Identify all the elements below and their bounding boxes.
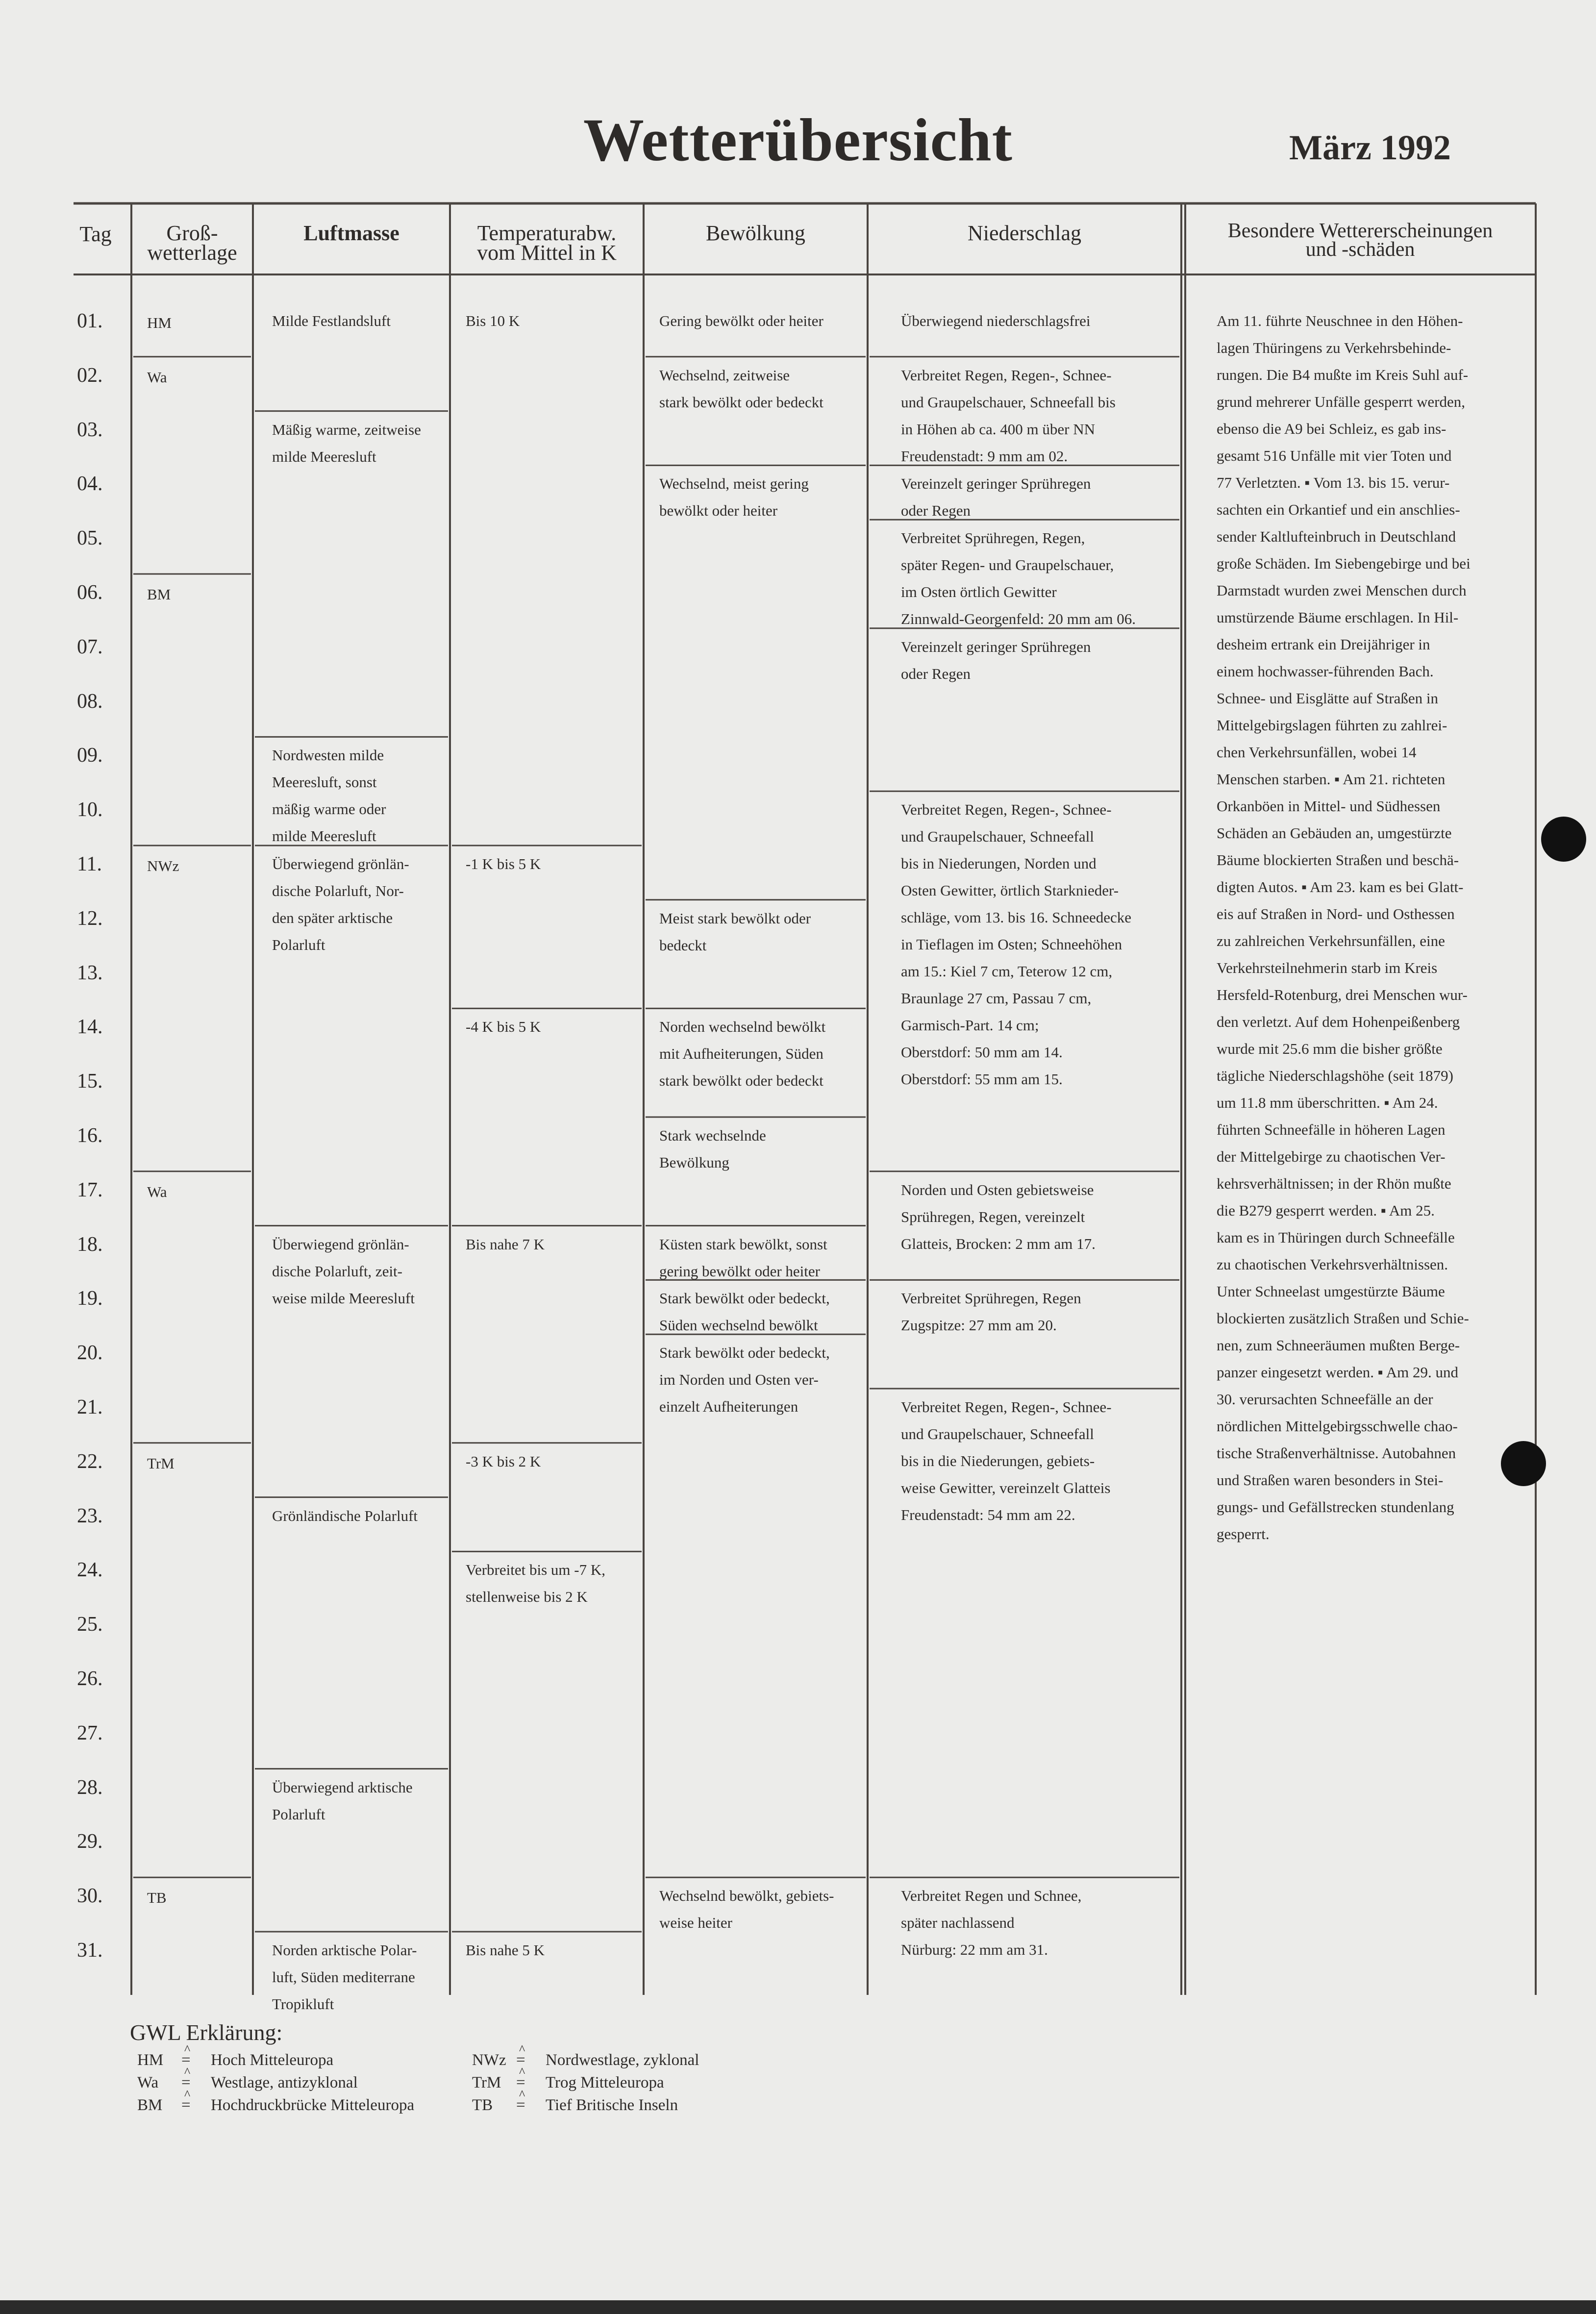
gwl-cell bbox=[147, 309, 172, 336]
legend-equals: ^ = bbox=[181, 2074, 211, 2092]
day-label: 10. bbox=[77, 798, 103, 821]
bewoelkung-line: einzelt Aufheiterungen bbox=[659, 1398, 798, 1416]
niederschlag-cell bbox=[901, 796, 1131, 1093]
special-events-line: gungs- und Gefällstrecken stundenlang bbox=[1217, 1498, 1454, 1516]
luftmasse-line: milde Meeresluft bbox=[272, 827, 376, 845]
gwl-cell bbox=[147, 852, 179, 879]
niederschlag-line: Verbreitet Sprühregen, Regen bbox=[901, 1290, 1081, 1307]
day-label: 02. bbox=[77, 364, 103, 387]
luftmasse-line: luft, Süden mediterrane bbox=[272, 1968, 415, 1986]
header-bewoelkung: Bewölkung bbox=[706, 221, 805, 245]
bewoelkung-line: bedeckt bbox=[659, 936, 707, 954]
special-events-line: große Schäden. Im Siebengebirge und bei bbox=[1217, 555, 1471, 572]
day-label: 13. bbox=[77, 961, 103, 984]
niederschlag-line: Braunlage 27 cm, Passau 7 cm, bbox=[901, 990, 1092, 1007]
bewoelkung-line: Gering bewölkt oder heiter bbox=[659, 312, 823, 329]
bewoelkung-line: gering bewölkt oder heiter bbox=[659, 1262, 820, 1280]
bewoelkung-line: bewölkt oder heiter bbox=[659, 502, 778, 520]
header-tag: Tag bbox=[79, 222, 112, 246]
luftmasse-line: Überwiegend arktische bbox=[272, 1778, 413, 1796]
gwl-cell bbox=[147, 581, 171, 608]
day-label: 17. bbox=[77, 1178, 103, 1201]
legend-text: Westlage, antizyklonal bbox=[211, 2074, 358, 2091]
legend-equals: ^ = bbox=[181, 2051, 211, 2069]
special-events-line: digten Autos. ▪ Am 23. kam es bei Glatt- bbox=[1217, 878, 1464, 896]
luftmasse-line: Grönländische Polarluft bbox=[272, 1507, 418, 1524]
gwl-cell bbox=[147, 1450, 175, 1477]
luftmasse-line: Mäßig warme, zeitweise bbox=[272, 421, 421, 438]
luftmasse-cell bbox=[272, 1774, 413, 1828]
niederschlag-line: und Graupelschauer, Schneefall bbox=[901, 1425, 1094, 1443]
day-label: 31. bbox=[77, 1939, 103, 1962]
temperatur-cell bbox=[466, 307, 520, 334]
niederschlag-line: Verbreitet Regen, Regen-, Schnee- bbox=[901, 366, 1112, 384]
niederschlag-line: und Graupelschauer, Schneefall bis bbox=[901, 393, 1116, 411]
niederschlag-line: Zugspitze: 27 mm am 20. bbox=[901, 1317, 1057, 1334]
bewoelkung-cell bbox=[659, 1013, 825, 1094]
gwl-line: NWz bbox=[147, 857, 179, 874]
legend-abbr: TB bbox=[472, 2096, 493, 2114]
bewoelkung-line: Norden wechselnd bewölkt bbox=[659, 1018, 826, 1036]
special-events-line: chen Verkehrsunfällen, wobei 14 bbox=[1217, 744, 1417, 761]
day-label: 07. bbox=[77, 635, 103, 658]
luftmasse-line: Nordwesten milde bbox=[272, 746, 384, 764]
bewoelkung-line: Bewölkung bbox=[659, 1154, 729, 1171]
niederschlag-cell bbox=[901, 524, 1136, 632]
luftmasse-cell bbox=[272, 742, 386, 849]
gwl-line: TrM bbox=[147, 1454, 175, 1472]
luftmasse-cell bbox=[272, 307, 391, 334]
luftmasse-cell bbox=[272, 1937, 417, 2017]
special-events-line: tägliche Niederschlagshöhe (seit 1879) bbox=[1217, 1067, 1453, 1084]
special-events-line: desheim ertrank ein Dreijähriger in bbox=[1217, 636, 1430, 653]
month-year: März 1992 bbox=[1289, 128, 1451, 167]
day-label: 04. bbox=[77, 473, 103, 496]
punch-hole-bottom bbox=[1501, 1441, 1546, 1486]
bewoelkung-cell bbox=[659, 1339, 830, 1420]
day-label: 01. bbox=[77, 310, 103, 332]
bewoelkung-line: mit Aufheiterungen, Süden bbox=[659, 1045, 823, 1063]
gwl-cell bbox=[147, 364, 167, 391]
niederschlag-cell bbox=[901, 362, 1116, 470]
legend-equals: ^ = bbox=[516, 2096, 546, 2115]
temperatur-cell bbox=[466, 1231, 545, 1258]
day-label: 22. bbox=[77, 1450, 103, 1473]
gwl-cell bbox=[147, 1884, 167, 1911]
day-label: 23. bbox=[77, 1504, 103, 1527]
temperatur-cell bbox=[466, 1937, 545, 1964]
special-events-line: panzer eingesetzt werden. ▪ Am 29. und bbox=[1217, 1364, 1459, 1381]
temperatur-line: Bis nahe 5 K bbox=[466, 1941, 545, 1959]
niederschlag-cell bbox=[901, 1393, 1112, 1528]
special-events-line: zu zahlreichen Verkehrsunfällen, eine bbox=[1217, 932, 1445, 949]
niederschlag-line: Vereinzelt geringer Sprühregen bbox=[901, 638, 1091, 655]
niederschlag-line: Verbreitet Regen, Regen-, Schnee- bbox=[901, 801, 1112, 819]
temperatur-line: Verbreitet bis um -7 K, bbox=[466, 1561, 605, 1579]
special-events-line: der Mittelgebirge zu chaotischen Ver- bbox=[1217, 1148, 1446, 1165]
special-events-line: Verkehrsteilnehmerin starb im Kreis bbox=[1217, 959, 1438, 976]
gwl-line: TB bbox=[147, 1889, 167, 1907]
luftmasse-line: Tropikluft bbox=[272, 1995, 334, 2013]
special-events-line: grund mehrerer Unfälle gesperrt werden, bbox=[1217, 393, 1465, 410]
header-besondere: Besondere Wettererscheinungen und -schäden bbox=[1227, 220, 1493, 261]
special-events-line: sender Kaltlufteinbruch in Deutschland bbox=[1217, 528, 1456, 545]
luftmasse-cell bbox=[272, 1502, 418, 1529]
temperatur-line: Bis nahe 7 K bbox=[466, 1235, 545, 1253]
day-label: 08. bbox=[77, 690, 103, 713]
header-luftmasse: Luftmasse bbox=[303, 221, 399, 245]
niederschlag-line: schläge, vom 13. bis 16. Schneedecke bbox=[901, 909, 1132, 926]
legend-text: Hochdruckbrücke Mitteleuropa bbox=[211, 2096, 415, 2114]
legend-abbr: BM bbox=[137, 2096, 163, 2114]
special-events-line: umstürzende Bäume erschlagen. In Hil- bbox=[1217, 609, 1459, 626]
temperatur-line: Bis 10 K bbox=[466, 312, 520, 329]
punch-hole-top bbox=[1541, 817, 1586, 862]
temperatur-line: -1 K bis 5 K bbox=[466, 855, 541, 872]
luftmasse-line: Überwiegend grönlän- bbox=[272, 855, 409, 872]
niederschlag-line: später Regen- und Graupelschauer, bbox=[901, 556, 1114, 574]
bewoelkung-cell bbox=[659, 307, 823, 334]
niederschlag-line: bis in Niederungen, Norden und bbox=[901, 855, 1097, 872]
bewoelkung-line: weise heiter bbox=[659, 1914, 732, 1932]
bewoelkung-line: Stark bewölkt oder bedeckt, bbox=[659, 1290, 830, 1307]
niederschlag-line: Überwiegend niederschlagsfrei bbox=[901, 312, 1091, 329]
special-events-text bbox=[1217, 307, 1521, 1547]
special-events-line: Darmstadt wurden zwei Menschen durch bbox=[1217, 582, 1467, 599]
bewoelkung-cell bbox=[659, 1882, 834, 1936]
day-label: 16. bbox=[77, 1124, 103, 1147]
special-events-line: blockierten zusätzlich Straßen und Schie- bbox=[1217, 1310, 1469, 1327]
bewoelkung-cell bbox=[659, 905, 811, 959]
gwl-line: HM bbox=[147, 314, 172, 331]
special-events-line: Orkanböen in Mittel- und Südhessen bbox=[1217, 797, 1441, 815]
luftmasse-line: mäßig warme oder bbox=[272, 800, 386, 818]
special-events-line: nen, zum Schneeräumen mußten Berge- bbox=[1217, 1337, 1460, 1354]
special-events-line: und Straßen waren besonders in Stei- bbox=[1217, 1471, 1444, 1489]
niederschlag-cell bbox=[901, 470, 1091, 524]
legend-entry bbox=[137, 2051, 333, 2069]
special-events-line: um 11.8 mm überschritten. ▪ Am 24. bbox=[1217, 1094, 1438, 1111]
gwl-line: Wa bbox=[147, 1183, 167, 1200]
day-label: 27. bbox=[77, 1721, 103, 1744]
special-events-line: Am 11. führte Neuschnee in den Höhen- bbox=[1217, 312, 1463, 329]
day-label: 12. bbox=[77, 907, 103, 930]
day-label: 06. bbox=[77, 581, 103, 604]
special-events-line: Menschen starben. ▪ Am 21. richteten bbox=[1217, 771, 1446, 788]
niederschlag-line: Verbreitet Regen und Schnee, bbox=[901, 1887, 1082, 1905]
day-label: 20. bbox=[77, 1342, 103, 1365]
legend-abbr: Wa bbox=[137, 2074, 159, 2091]
day-label: 09. bbox=[77, 744, 103, 767]
special-events-line: kam es in Thüringen durch Schneefälle bbox=[1217, 1229, 1455, 1246]
legend-equals: ^ = bbox=[181, 2096, 211, 2115]
bewoelkung-line: Wechselnd, meist gering bbox=[659, 475, 809, 493]
niederschlag-line: im Osten örtlich Gewitter bbox=[901, 583, 1057, 601]
special-events-line: ebenso die A9 bei Schleiz, es gab ins- bbox=[1217, 420, 1446, 437]
luftmasse-line: den später arktische bbox=[272, 909, 393, 926]
header-niederschlag: Niederschlag bbox=[967, 221, 1082, 245]
legend-equals: ^ = bbox=[516, 2074, 546, 2092]
legend-entry bbox=[137, 2096, 414, 2115]
niederschlag-line: Sprühregen, Regen, vereinzelt bbox=[901, 1208, 1085, 1225]
temperatur-line: stellenweise bis 2 K bbox=[466, 1588, 588, 1606]
bewoelkung-line: Wechselnd, zeitweise bbox=[659, 366, 790, 384]
legend-abbr: NWz bbox=[472, 2051, 506, 2069]
niederschlag-line: Oberstdorf: 50 mm am 14. bbox=[901, 1044, 1063, 1061]
day-label: 11. bbox=[77, 853, 102, 875]
niederschlag-cell bbox=[901, 1176, 1096, 1257]
legend-text: Hoch Mitteleuropa bbox=[211, 2051, 334, 2069]
special-events-line: sachten ein Orkantief und ein anschlies- bbox=[1217, 501, 1460, 518]
special-events-line: den verletzt. Auf dem Hohenpeißenberg bbox=[1217, 1013, 1460, 1030]
day-label: 14. bbox=[77, 1016, 103, 1039]
temperatur-cell bbox=[466, 1556, 605, 1610]
day-label: 25. bbox=[77, 1613, 103, 1636]
niederschlag-cell bbox=[901, 633, 1091, 687]
day-label: 29. bbox=[77, 1830, 103, 1853]
special-events-line: Unter Schneelast umgestürzte Bäume bbox=[1217, 1283, 1445, 1300]
gwl-line: Wa bbox=[147, 368, 167, 386]
niederschlag-line: und Graupelschauer, Schneefall bbox=[901, 828, 1094, 846]
bewoelkung-line: stark bewölkt oder bedeckt bbox=[659, 393, 823, 411]
niederschlag-line: bis in die Niederungen, gebiets- bbox=[901, 1452, 1095, 1469]
header-gwl: Groß- wetterlage bbox=[147, 221, 237, 265]
special-events-line: einem hochwasser-führenden Bach. bbox=[1217, 663, 1434, 680]
niederschlag-line: Zinnwald-Georgenfeld: 20 mm am 06. bbox=[901, 610, 1136, 628]
day-label: 19. bbox=[77, 1287, 103, 1310]
bewoelkung-cell bbox=[659, 362, 823, 416]
special-events-line: gesamt 516 Unfälle mit vier Toten und bbox=[1217, 447, 1452, 464]
special-events-line: rungen. Die B4 mußte im Kreis Suhl auf- bbox=[1217, 366, 1469, 383]
page-title: Wetterübersicht bbox=[583, 106, 1013, 174]
header-temperatur: Temperaturabw. vom Mittel in K bbox=[477, 221, 617, 265]
special-events-line: Schäden an Gebäuden an, umgestürzte bbox=[1217, 824, 1452, 842]
legend-entry bbox=[472, 2051, 699, 2069]
bewoelkung-cell bbox=[659, 470, 809, 524]
niederschlag-cell bbox=[901, 307, 1090, 334]
niederschlag-line: Freudenstadt: 9 mm am 02. bbox=[901, 447, 1068, 465]
special-events-line: führten Schneefälle in höheren Lagen bbox=[1217, 1121, 1446, 1138]
temperatur-line: -3 K bis 2 K bbox=[466, 1452, 541, 1470]
luftmasse-line: milde Meeresluft bbox=[272, 448, 376, 465]
bewoelkung-cell bbox=[659, 1122, 766, 1176]
temperatur-cell bbox=[466, 1448, 541, 1475]
niederschlag-line: in Tieflagen im Osten; Schneehöhen bbox=[901, 936, 1122, 953]
legend-entry bbox=[472, 2096, 678, 2115]
bewoelkung-cell bbox=[659, 1285, 830, 1339]
legend-equals: ^ = bbox=[516, 2051, 546, 2069]
legend-text: Nordwestlage, zyklonal bbox=[546, 2051, 699, 2069]
luftmasse-line: dische Polarluft, Nor- bbox=[272, 882, 404, 899]
bewoelkung-line: Wechselnd bewölkt, gebiets- bbox=[659, 1887, 834, 1905]
luftmasse-line: Polarluft bbox=[272, 936, 325, 953]
bewoelkung-cell bbox=[659, 1231, 827, 1285]
special-events-line: Mittelgebirgslagen führten zu zahlrei- bbox=[1217, 717, 1447, 734]
legend-abbr: HM bbox=[137, 2051, 164, 2069]
special-events-line: tische Straßenverhältnisse. Autobahnen bbox=[1217, 1444, 1456, 1462]
niederschlag-line: in Höhen ab ca. 400 m über NN bbox=[901, 420, 1096, 438]
bewoelkung-line: stark bewölkt oder bedeckt bbox=[659, 1072, 823, 1090]
legend-title: GWL Erklärung: bbox=[130, 2020, 283, 2045]
niederschlag-line: Garmisch-Part. 14 cm; bbox=[901, 1017, 1039, 1034]
luftmasse-cell bbox=[272, 1231, 415, 1312]
gwl-line: BM bbox=[147, 586, 171, 603]
legend-text: Tief Britische Inseln bbox=[546, 2096, 678, 2114]
special-events-line: 77 Verletzten. ▪ Vom 13. bis 15. verur- bbox=[1217, 474, 1450, 491]
special-events-line: nördlichen Mittelgebirgsschwelle chao- bbox=[1217, 1418, 1458, 1435]
niederschlag-line: weise Gewitter, vereinzelt Glatteis bbox=[901, 1479, 1111, 1496]
day-label: 15. bbox=[77, 1070, 103, 1093]
day-label: 24. bbox=[77, 1559, 103, 1582]
special-events-line: lagen Thüringens zu Verkehrsbehinde- bbox=[1217, 339, 1451, 356]
luftmasse-line: Milde Festlandsluft bbox=[272, 312, 391, 329]
niederschlag-cell bbox=[901, 1882, 1081, 1963]
luftmasse-cell bbox=[272, 850, 409, 958]
niederschlag-line: später nachlassend bbox=[901, 1914, 1015, 1932]
temperatur-cell bbox=[466, 1013, 541, 1040]
luftmasse-line: Polarluft bbox=[272, 1805, 325, 1823]
special-events-line: wurde mit 25.6 mm die bisher größte bbox=[1217, 1040, 1443, 1057]
niederschlag-line: Nürburg: 22 mm am 31. bbox=[901, 1941, 1048, 1959]
luftmasse-line: Überwiegend grönlän- bbox=[272, 1235, 409, 1253]
luftmasse-line: weise milde Meeresluft bbox=[272, 1289, 415, 1307]
niederschlag-line: Norden und Osten gebietsweise bbox=[901, 1181, 1094, 1198]
day-label: 26. bbox=[77, 1667, 103, 1690]
bewoelkung-line: Meist stark bewölkt oder bbox=[659, 909, 811, 927]
niederschlag-line: oder Regen bbox=[901, 665, 971, 682]
bewoelkung-line: im Norden und Osten ver- bbox=[659, 1371, 819, 1389]
temperatur-cell bbox=[466, 850, 541, 877]
niederschlag-line: Freudenstadt: 54 mm am 22. bbox=[901, 1506, 1075, 1523]
temperatur-line: -4 K bis 5 K bbox=[466, 1018, 541, 1036]
special-events-line: gesperrt. bbox=[1217, 1525, 1270, 1543]
niederschlag-line: Glatteis, Brocken: 2 mm am 17. bbox=[901, 1235, 1096, 1252]
day-label: 03. bbox=[77, 418, 103, 441]
legend-entry bbox=[137, 2074, 358, 2092]
legend-abbr: TrM bbox=[472, 2074, 501, 2091]
gwl-cell bbox=[147, 1178, 167, 1205]
special-events-line: kehrsverhältnissen; in der Rhön mußte bbox=[1217, 1175, 1451, 1192]
niederschlag-line: Verbreitet Sprühregen, Regen, bbox=[901, 529, 1085, 547]
luftmasse-cell bbox=[272, 416, 421, 470]
special-events-line: Schnee- und Eisglätte auf Straßen in bbox=[1217, 690, 1438, 707]
day-label: 30. bbox=[77, 1885, 103, 1908]
day-label: 05. bbox=[77, 527, 103, 550]
niederschlag-line: Oberstdorf: 55 mm am 15. bbox=[901, 1070, 1063, 1088]
day-label: 28. bbox=[77, 1776, 103, 1799]
luftmasse-line: Norden arktische Polar- bbox=[272, 1941, 417, 1959]
legend-entry bbox=[472, 2074, 664, 2092]
special-events-line: zu chaotischen Verkehrsverhältnissen. bbox=[1217, 1256, 1448, 1273]
niederschlag-line: Verbreitet Regen, Regen-, Schnee- bbox=[901, 1398, 1112, 1416]
special-events-line: Bäume blockierten Straßen und beschä- bbox=[1217, 851, 1459, 869]
bewoelkung-line: Süden wechselnd bewölkt bbox=[659, 1317, 818, 1334]
special-events-line: Hersfeld-Rotenburg, drei Menschen wur- bbox=[1217, 986, 1468, 1003]
bewoelkung-line: Stark bewölkt oder bedeckt, bbox=[659, 1344, 830, 1362]
niederschlag-line: am 15.: Kiel 7 cm, Teterow 12 cm, bbox=[901, 963, 1113, 980]
niederschlag-line: Osten Gewitter, örtlich Starknieder- bbox=[901, 882, 1119, 899]
niederschlag-cell bbox=[901, 1285, 1081, 1339]
bewoelkung-line: Stark wechselnde bbox=[659, 1127, 766, 1144]
day-label: 18. bbox=[77, 1233, 103, 1256]
luftmasse-line: dische Polarluft, zeit- bbox=[272, 1262, 402, 1280]
niederschlag-line: Vereinzelt geringer Sprühregen bbox=[901, 475, 1091, 493]
special-events-line: 30. verursachten Schneefälle an der bbox=[1217, 1391, 1433, 1408]
special-events-line: die B279 gesperrt werden. ▪ Am 25. bbox=[1217, 1202, 1435, 1219]
bewoelkung-line: Küsten stark bewölkt, sonst bbox=[659, 1235, 827, 1253]
legend-text: Trog Mitteleuropa bbox=[546, 2074, 664, 2091]
niederschlag-line: oder Regen bbox=[901, 502, 971, 520]
day-label: 21. bbox=[77, 1396, 103, 1418]
special-events-line: eis auf Straßen in Nord- und Osthessen bbox=[1217, 905, 1455, 922]
luftmasse-line: Meeresluft, sonst bbox=[272, 773, 377, 791]
